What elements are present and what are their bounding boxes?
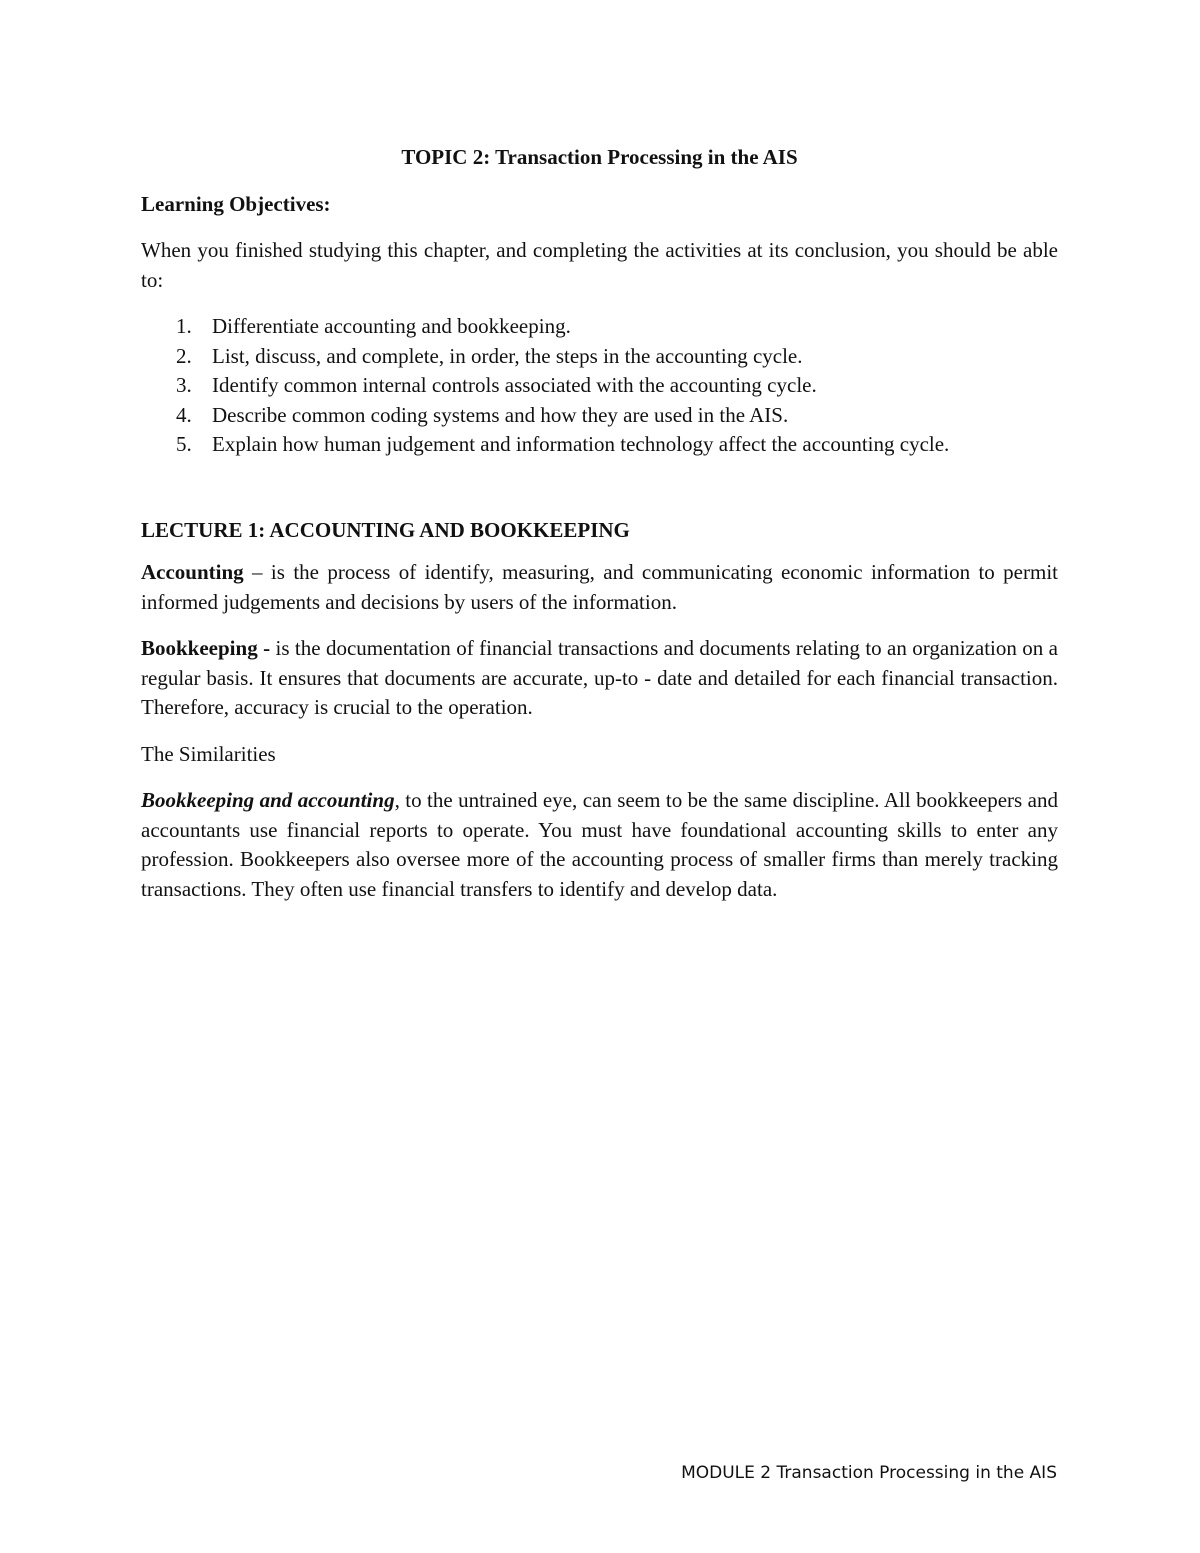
objective-item bbox=[176, 371, 1058, 401]
objective-item bbox=[176, 342, 1058, 372]
page-content bbox=[141, 143, 1058, 904]
learning-objectives-heading: Learning Objectives: bbox=[141, 191, 331, 216]
page-title: TOPIC 2: Transaction Processing in the AIS bbox=[401, 145, 798, 169]
objectives-list bbox=[141, 312, 1058, 460]
bookkeeping-definition-text: is the documentation of financial transactions and documents relating to an organization on a regular basis. It ensures that documents are accurate, up-to - date and detailed for each financial transaction. Therefore, accuracy is crucial to the operation. bbox=[141, 636, 1058, 719]
accounting-term: Accounting bbox=[141, 560, 244, 584]
page-footer: MODULE 2 Transaction Processing in the AIS bbox=[681, 1463, 1057, 1483]
similarities-text: , to the untrained eye, can seem to be the same discipline. All bookkeepers and accountants use financial reports to operate. You must have foundational accounting skills to enter any profession. Bookkeepers also oversee more of the accounting process of smaller firms than merely tracking transactions. They often use financial transfers to identify and develop data. bbox=[141, 788, 1058, 901]
objective-item bbox=[176, 430, 1058, 460]
bookkeeping-definition bbox=[141, 634, 1058, 723]
objective-item bbox=[176, 312, 1058, 342]
objective-number: 1. bbox=[176, 314, 192, 338]
objective-text: Identify common internal controls associated with the accounting cycle. bbox=[212, 373, 817, 397]
objective-number: 2. bbox=[176, 343, 192, 368]
objective-text: Explain how human judgement and information technology affect the accounting cycle. bbox=[212, 432, 950, 456]
objective-number: 5. bbox=[176, 432, 192, 456]
accounting-definition-text: – is the process of identify, measuring, and communicating economic information to permit informed judgements and decisions by users of the information. bbox=[141, 560, 1058, 614]
lecture-heading: LECTURE 1: ACCOUNTING AND BOOKKEEPING bbox=[141, 517, 630, 542]
objective-text: Differentiate accounting and bookkeeping. bbox=[212, 314, 571, 338]
objective-item bbox=[176, 401, 1058, 431]
objective-number: 4. bbox=[176, 402, 192, 427]
similarities-label: The Similarities bbox=[141, 741, 276, 766]
objective-number: 3. bbox=[176, 373, 192, 397]
intro-paragraph: When you finished studying this chapter, and completing the activities at its conclusion, you should be able to: bbox=[141, 238, 1058, 292]
similarities-paragraph bbox=[141, 786, 1058, 904]
bookkeeping-term: Bookkeeping - bbox=[141, 636, 271, 660]
similarities-emphasis: Bookkeeping and accounting bbox=[141, 788, 395, 812]
objective-text: Describe common coding systems and how they are used in the AIS. bbox=[212, 402, 789, 427]
accounting-definition bbox=[141, 558, 1058, 617]
objective-text: List, discuss, and complete, in order, the steps in the accounting cycle. bbox=[212, 343, 803, 368]
